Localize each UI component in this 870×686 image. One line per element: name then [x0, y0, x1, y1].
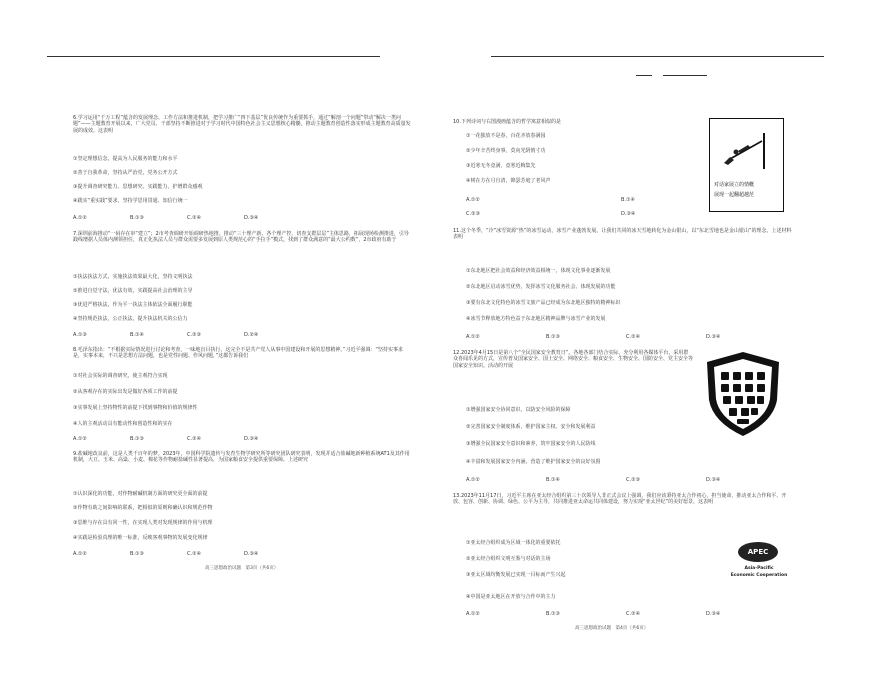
q6-option: ①坚定理想信念，提高为人民服务的能力和水平: [73, 156, 178, 162]
apec-logo-mark: APEC: [738, 542, 778, 562]
right-page-footer: 高三思想政治试题 第4页（共6页）: [575, 626, 649, 631]
q8-option: ④人的主观活动具有能动性和创造性和的实在: [73, 421, 173, 427]
q12-option: ③增强全民国家安全意识和素养，筑牢国家安全的人民防线: [466, 441, 596, 447]
q6-stem: 6.学习运用“千万工程”蕴含的发展理念、工作方法和推进机制，把学习推广“四下基层”优良传统作为重要抓手，通过“解剖一个问题”带动“解决一类问题”——主题教育开展以来，广大党员、干部坚持不断推进对于学习时代中国特色社会主义思想核心精髓，推动主题教育创造性落实形成主题教育高质量发展的成效。这表明: [73, 115, 411, 134]
q8-option: ③实事发展上坚持物性的前提下找到事物和价值的规律性: [73, 405, 198, 411]
answer-a[interactable]: A.①②: [73, 215, 87, 221]
q9-stem: 9.盐碱地改良前，这是人类千百年的梦。2023年，中国科学院遗传与发育生物学研究所等研究团队研究表明，发现并适合盐碱地新种植系统AT1及其作用机制，大豆、玉米、高粱、小麦、棉花等作物耐盐碱性显著提高，为国家粮食安全提供重要保障。上述研究: [73, 451, 410, 464]
q9-option: ②作物有助之间影响的联系，把相似的原则和确认识和规范作物: [73, 505, 213, 511]
q11-option: ③要有东北文化特色的冰雪文旅产品已经成为东北地区独特的精神标识: [466, 300, 621, 306]
q11-stem: 11.这个冬季，“冷”冰雪资源“热”的冰雪运动，冰雪产业蓬勃发展。让我们共同的冰天雪地转化为金山银山，以“东北雪地也是金山银山”的理念，上述材料表明: [453, 228, 792, 241]
q12-answers: [466, 477, 746, 483]
answer-c[interactable]: C.②④: [626, 334, 641, 340]
answer-a[interactable]: A.①③: [73, 332, 87, 338]
answer-c[interactable]: C.②③: [187, 332, 202, 338]
q7-stem: 7.深圳前海推动“一码存在审“建立”；2市考查调研开始调研热地推。推动“三十理产新、各个理产控、切查支群层层”主体思路，拓展现场检测推进，引导践线增据人员体内测领担任，真正化执法人员与群众需要多发展到原人类规范心的“手拉手”模式，找到了群众满意的“最大公约数”，2市政府有助于: [73, 231, 409, 244]
q6-option: ④践实“重实践”要求，坚持学思用贯通、知信行统一: [73, 198, 188, 204]
answer-c[interactable]: C.②④: [187, 551, 202, 557]
answer-d[interactable]: D.③④: [244, 215, 259, 221]
answer-c[interactable]: C.②③: [466, 211, 481, 217]
q12-option: ②完善国家安全制度体系，维护国家主权、安全和发展利益: [466, 424, 596, 430]
q10-answers-2: [466, 211, 678, 217]
apec-logo-line-1: Asia-Pacific: [744, 566, 774, 571]
q11-option: ①东北地区把社会效益和经济效益相统一，体现文化事业逐渐发展: [466, 268, 611, 274]
q13-stem: 13.2023年11月17日，习近平主席在亚太经合组织第三十次领导人非正式会议上强调，我们应该秉持亚太合作初心，担当使命，推动亚太合作和平、开放、包容、创新、协调、绿色、公平为主导，共同推进亚太命运共同体建设，努力实现“亚太世纪”的美好愿景，这表明: [453, 493, 787, 506]
q11-option: ④冰雪节释放地方特色益于东北地区精神品牌与冰雪产业的发展: [466, 316, 606, 322]
q8-stem: 8.毛泽东指出：“不根据实际情况进行讨论和考查，一味地盲目执行，这完全不是共产党人从事中国建设和开展的思想精神。”习近平强调：“坚持实事求是，实事本来，不只是思想方法问题，也是党性问题、作风问题，”这都告诉我们: [73, 347, 404, 360]
answer-b[interactable]: B.①③: [546, 611, 560, 617]
answer-d[interactable]: D.③④: [244, 436, 259, 442]
q9-option: ④实践是检验真理的唯一标准，反映客观事物的发展变化规律: [73, 535, 208, 541]
answer-a[interactable]: A.①②: [73, 551, 87, 557]
answer-b[interactable]: B.①③: [130, 436, 144, 442]
q6-answers: [73, 215, 301, 221]
q7-option: ④坚持规范执法，公正执法，提升执法机关的公信力: [73, 316, 188, 322]
answer-d[interactable]: D.③④: [706, 334, 721, 340]
header-rule-right: [491, 56, 824, 57]
cartoon-illustration: [709, 118, 784, 212]
q6-option: ③提升调查研究能力、思想研究、实践能力，护增群众感观: [73, 184, 203, 190]
q10-option: ③近寒无冬竟满，竟寒近梅集先: [466, 163, 536, 169]
cartoon-caption-2: 展现一起翻超越范: [714, 192, 755, 198]
apec-logo-line-2: Economic Cooperation: [730, 573, 788, 578]
q12-stem: 12.2023年4月15日是第八个“全民国家安全教育日”。各地各部门结合实际，充分利用各媒体平台，采用群众喜闻乐见的方式，宣传普及国家安全、国土安全、网络安全、粮食安全、生物安全、国防安全、党主安全等国家安全知识。活动的开展: [453, 350, 694, 369]
q8-option: ①对社会实际的调查研究，使主观符合实现: [73, 373, 168, 379]
q10-answers: [466, 197, 678, 203]
q7-option: ③优进严格执法，作为平一执法主体依法全面履行职能: [73, 302, 193, 308]
national-security-shield: [703, 350, 783, 438]
answer-b[interactable]: B.①③: [546, 334, 560, 340]
q8-answers: [73, 436, 301, 442]
q13-option: ③亚太区域均衡发展已实现一目标而产生兴起: [466, 572, 566, 578]
answer-a[interactable]: A.①②: [73, 436, 87, 442]
q10-option: ①一花独放不是春，百花齐放春满园: [466, 133, 546, 139]
shield-icon: [703, 350, 783, 438]
header-mark-long: [663, 75, 707, 76]
answer-b[interactable]: B.①③: [130, 215, 144, 221]
cartoon-caption-1: 对话家展立的情概: [714, 182, 755, 188]
answer-a[interactable]: A.①②: [466, 611, 480, 617]
answer-b[interactable]: B.①④: [621, 197, 635, 203]
q11-option: ②东北地区启动冰雪优势，发挥冰雪文化服务社会、体现发展的功能: [466, 284, 616, 290]
answer-a[interactable]: A.①②: [466, 477, 480, 483]
q13-answers: [466, 611, 746, 617]
answer-a[interactable]: A.①②: [466, 197, 480, 203]
q13-option: ④中国是亚太地区在开放与合作中的主力: [466, 594, 556, 600]
q10-stem: 10.下列诗词与右图漫画蕴含的哲学寓意相似的是: [453, 119, 561, 125]
q13-option: ①亚太经合组织成为区域一体化的重要依托: [466, 540, 561, 546]
answer-c[interactable]: C.②④: [187, 436, 202, 442]
header-rule-left: [47, 56, 380, 57]
q12-option: ①增强国家安全协同意识，以防安全风险的保障: [466, 407, 571, 413]
answer-b[interactable]: B.①④: [546, 477, 560, 483]
apec-logo: [724, 542, 794, 584]
q9-option: ①认识深化的功能，对作物耐碱机制方面的研究更全面的前提: [73, 491, 208, 497]
left-page-footer: 高三思想政治试题 第3页（共6页）: [205, 566, 279, 571]
answer-c[interactable]: C.②④: [626, 611, 641, 617]
answer-d[interactable]: D.③④: [621, 211, 636, 217]
answer-a[interactable]: A.①②: [466, 334, 480, 340]
q13-option: ②亚太经合组织文明互鉴与对话的主场: [466, 556, 551, 562]
q7-option: ①执法执法方式，实施执法效果最大化，坚持文明执法: [73, 274, 193, 280]
q12-option: ④丰富和发展国家安全内涵，营造了维护国家安全的良好氛围: [466, 459, 601, 465]
answer-c[interactable]: C.②④: [187, 215, 202, 221]
q7-option: ②推进自觉守法，优法有效，实践提高社会治理的主导: [73, 288, 193, 294]
answer-b[interactable]: B.①④: [130, 332, 144, 338]
q10-option: ④树在方在月自清，锦瑟芳庭了老风声: [466, 178, 551, 184]
header-mark-short: [636, 75, 652, 76]
answer-c[interactable]: C.②③: [626, 477, 641, 483]
q6-option: ②善于自我革命，坚持从严治党，党务公开方式: [73, 170, 178, 176]
answer-b[interactable]: B.①③: [130, 551, 144, 557]
answer-d[interactable]: D.③④: [706, 611, 721, 617]
answer-d[interactable]: D.③④: [706, 477, 721, 483]
q8-option: ②从客观存在的实际出发是做好各项工作的前提: [73, 389, 178, 395]
q9-option: ③思维与存在具有同一性，在实现人类对发现规律的作用与机理: [73, 520, 213, 526]
q9-answers: [73, 551, 301, 557]
answer-d[interactable]: D.③④: [244, 551, 259, 557]
q11-answers: [466, 334, 746, 340]
q10-option: ②少年辛苦终身事，莫向光阴惰寸功: [466, 148, 546, 154]
answer-d[interactable]: D.②④: [244, 332, 259, 338]
q7-answers: [73, 332, 301, 338]
